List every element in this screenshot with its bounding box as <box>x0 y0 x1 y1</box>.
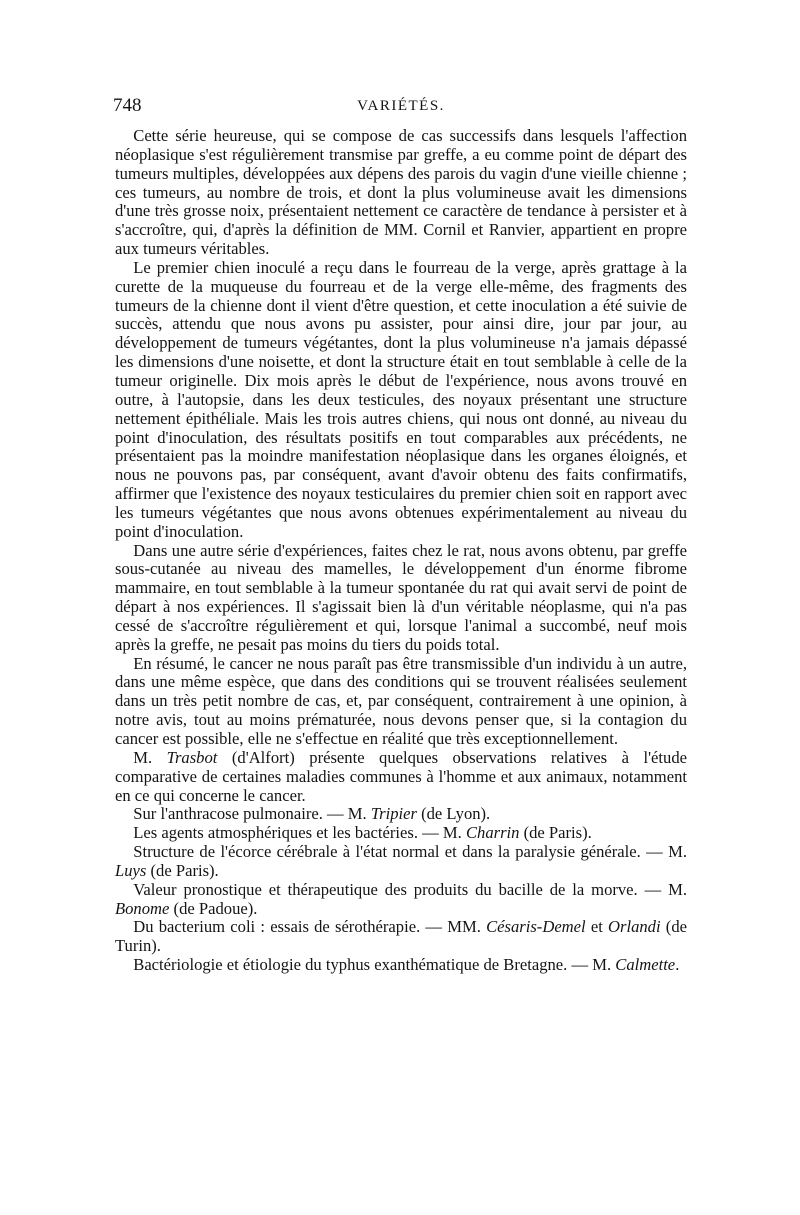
item-prefix: Valeur pronostique et thérapeutique des produits du bacille de la morve. — M. <box>133 879 687 899</box>
author-name: Charrin <box>465 823 520 843</box>
author-name: Tripier <box>370 804 417 824</box>
author-name: Bonome <box>115 898 170 918</box>
running-head: VARIÉTÉS. <box>357 98 445 114</box>
page-header <box>115 93 687 119</box>
item-prefix: Les agents atmosphériques et les bactéries. — M. <box>133 823 466 843</box>
communication-item <box>115 749 687 806</box>
item-suffix: (de Paris). <box>146 860 219 880</box>
item-suffix: (de Turin). <box>115 917 687 956</box>
paragraph: Le premier chien inoculé a reçu dans le fourreau de la verge, après grattage à la curette de la muqueuse du fourreau et de la verge elle-même, des fragments des tumeurs de la chienne dont il vient d'être question, et cette inoculation a été suivie de succès, attendu que nous avons pu assister, pour ainsi dire, jour par jour, au développement de tumeurs végétantes, dont la plus volumineuse n'a jamais dépassé les dimensions d'une noisette, et dont la structure était en tout semblable à celle de la tumeur originelle. Dix mois après le début de l'expérience, nous avons trouvé en outre, à l'autopsie, dans les deux testicules, des noyaux présentant une structure nettement épithéliale. Mais les trois autres chiens, qui nous ont donné, au niveau du point d'inoculation, des résultats positifs en tout comparables aux précédents, ne présentaient pas la moindre manifestation néoplasique dans les organes éloignés, et nous ne pouvons pas, par conséquent, avant d'avoir obtenu des faits confirmatifs, affirmer que l'existence des noyaux testiculaires du premier chien soit en rapport avec les tumeurs végétantes que nous avons obtenues expérimentalement au niveau du point d'inoculation. <box>115 257 687 541</box>
item-suffix: (d'Alfort) présente quelques observations relatives à l'étude comparative de certaines maladies communes à l'homme et aux animaux, notamment en ce qui concerne le cancer. <box>115 747 687 805</box>
communication-item <box>115 805 687 824</box>
communication-item <box>115 956 687 975</box>
author-name: Trasbot <box>166 747 218 767</box>
item-prefix: Du bacterium coli : essais de sérothérapie. — MM. <box>133 917 487 937</box>
author-name-second: Orlandi <box>608 917 661 937</box>
item-conjunction: et <box>585 917 609 937</box>
item-prefix: Sur l'anthracose pulmonaire. — M. <box>133 804 371 824</box>
paragraph: Cette série heureuse, qui se compose de cas successifs dans lesquels l'affection néoplasique s'est régulièrement transmise par greffe, a eu comme point de départ des tumeurs multiples, développées aux dépens des parois du vagin d'une vieille chienne ; ces tumeurs, au nombre de trois, et dont la plus volumineuse avait les dimensions d'une très grosse noix, présentaient nettement ce caractère de tendance à persister et à s'accroître, qui, d'après la définition de MM. Cornil et Ranvier, appartient en propre aux tumeurs véritables. <box>115 126 687 259</box>
author-name: Césaris-Demel <box>486 917 586 937</box>
item-suffix: (de Padoue). <box>169 898 258 918</box>
paragraph: En résumé, le cancer ne nous paraît pas être transmissible d'un individu à un autre, dans une même espèce, que dans des conditions qui se trouvent réalisées seulement dans un très petit nombre de cas, et, par conséquent, contrairement à une opinion, à notre avis, tout au moins prématurée, nous devons penser que, si la contagion du cancer est possible, elle ne s'effectue en réalité que très exceptionnellement. <box>115 653 687 748</box>
item-suffix: (de Paris). <box>519 823 592 843</box>
item-prefix: M. <box>133 747 167 767</box>
body-text <box>115 127 687 975</box>
item-suffix: (de Lyon). <box>416 804 491 824</box>
communication-item <box>115 824 687 843</box>
item-suffix: . <box>675 955 680 975</box>
author-name: Luys <box>115 860 147 880</box>
page <box>115 93 687 975</box>
paragraph: Dans une autre série d'expériences, faites chez le rat, nous avons obtenu, par greffe sous-cutanée au niveau des mamelles, le développement d'un énorme fibrome mammaire, en tout semblable à la tumeur spontanée du rat qui avait servi de point de départ à nos expériences. Il s'agissait bien là d'un véritable néoplasme, qui n'a pas cessé de s'accroître régulièrement et qui, lorsque l'animal a succombé, neuf mois après la greffe, ne pesait pas moins du tiers du poids total. <box>115 540 687 654</box>
communication-item <box>115 843 687 881</box>
item-prefix: Structure de l'écorce cérébrale à l'état normal et dans la paralysie générale. — M. <box>133 842 687 862</box>
page-number: 748 <box>113 95 142 116</box>
communication-item <box>115 881 687 919</box>
communication-item <box>115 918 687 956</box>
item-prefix: Bactériologie et étiologie du typhus exanthématique de Bretagne. — M. <box>133 955 616 975</box>
author-name: Calmette <box>615 955 676 975</box>
